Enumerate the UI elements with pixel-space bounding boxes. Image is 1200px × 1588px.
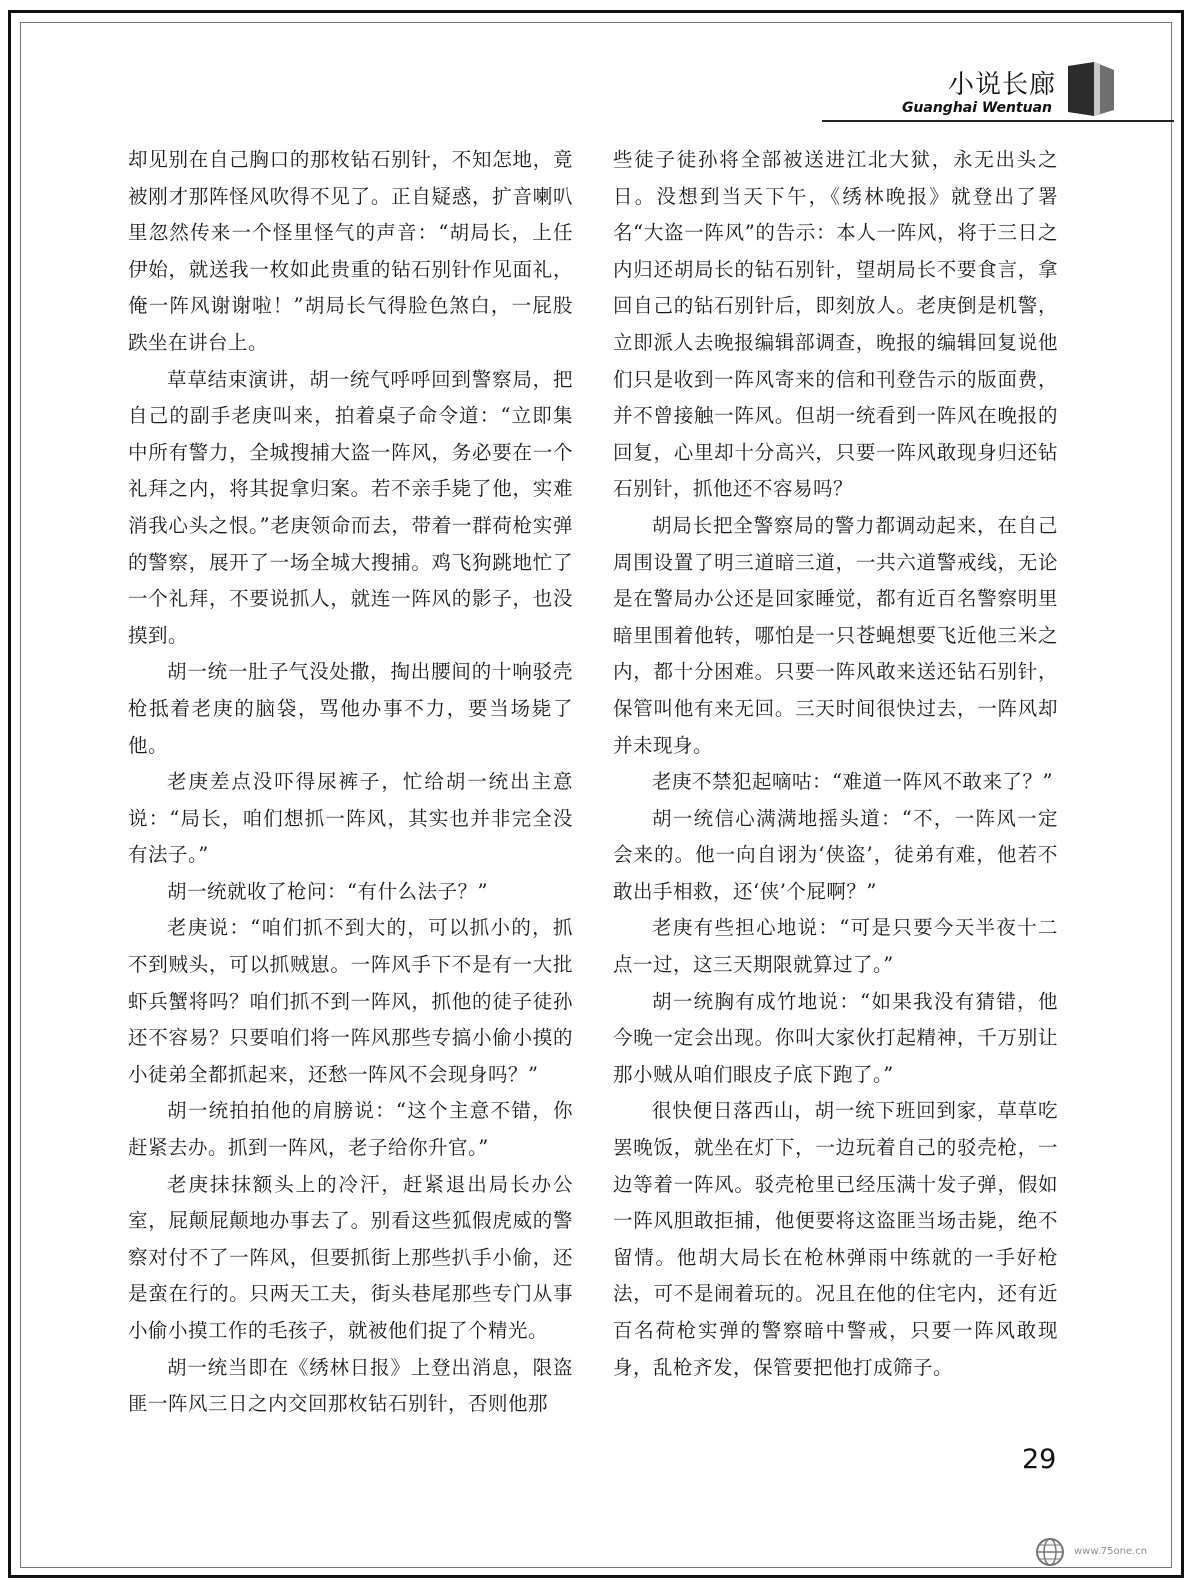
paragraph: 老庚说：“咱们抓不到大的，可以抓小的，抓不到贼头，可以抓贼崽。一阵风手下不是有一大批虾兵蟹将吗？咱们抓不到一阵风，抓他的徒子徒孙还不容易？只要咱们将一阵风那些专搞小偷小摸的小徒弟全都抓起来，还愁一阵风不会现身吗？” <box>128 916 573 1086</box>
globe-logo-icon <box>1028 1532 1072 1568</box>
column-subtitle: Guanghai Wentuan <box>901 100 1052 116</box>
paragraph: 胡局长把全警察局的警力都调动起来，在自己周围设置了明三道暗三道，一共六道警戒线，无论是在警局办公还是回家睡觉，都有近百名警察明里暗里围着他转，哪怕是一只苍蝇想要飞近他三米之内，都十分困难。只要一阵风敢来送还钻石别针，保管叫他有来无回。三天时间很快过去，一阵风却并未现身。 <box>613 513 1058 757</box>
paragraph: 胡一统当即在《绣林日报》上登出消息，限盗匪一阵风三日之内交回那枚钻石别针，否则他那 <box>128 1355 573 1416</box>
paragraph: 草草结束演讲，胡一统气呼呼回到警察局，把自己的副手老庚叫来，拍着桌子命令道：“立即集中所有警力，全城搜捕大盗一阵风，务必要在一个礼拜之内，将其捉拿归案。若不亲手毙了他，实难消我心头之恨。”老庚领命而去，带着一群荷枪实弹的警察，展开了一场全城大搜捕。鸡飞狗跳地忙了一个礼拜，不要说抓人，就连一阵风的影子，也没摸到。 <box>128 367 573 647</box>
paragraph: 却见别在自己胸口的那枚钻石别针，不知怎地，竟被刚才那阵怪风吹得不见了。正自疑惑，扩音喇叭里忽然传来一个怪里怪气的声音：“胡局长，上任伊始，就送我一枚如此贵重的钻石别针作见面礼，俺一阵风谢谢啦！”胡局长气得脸色煞白，一屁股跌坐在讲台上。 <box>128 148 573 354</box>
paragraph: 老庚差点没吓得尿裤子，忙给胡一统出主意说：“局长，咱们想抓一阵风，其实也并非完全没有法子。” <box>128 770 573 867</box>
book-icon <box>1064 60 1118 120</box>
paragraph: 胡一统胸有成竹地说：“如果我没有猜错，他今晚一定会出现。你叫大家伙打起精神，千万别让那小贼从咱们眼皮子底下跑了。” <box>613 989 1058 1086</box>
header-rule <box>822 120 1174 122</box>
paragraph: 老庚抹抹额头上的冷汗，赶紧退出局长办公室，屁颠屁颠地办事去了。别看这些狐假虎威的警察对付不了一阵风，但要抓街上那些扒手小偷，还是蛮在行的。只两天工夫，街头巷尾那些专门从事小偷小摸工作的毛孩子，就被他们捉了个精光。 <box>128 1172 573 1342</box>
paragraph: 胡一统就收了枪问：“有什么法子？” <box>167 879 488 903</box>
left-column <box>128 142 573 1422</box>
watermark-text: www.75one.cn <box>1074 1546 1148 1557</box>
column-header <box>866 62 1156 124</box>
paragraph: 些徒子徒孙将全部被送进江北大狱，永无出头之日。没想到当天下午，《绣林晚报》就登出了署名“大盗一阵风”的告示：本人一阵风，将于三日之内归还胡局长的钻石别针，望胡局长不要食言，拿回自己的钻石别针后，即刻放人。老庚倒是机警，立即派人去晚报编辑部调查，晚报的编辑回复说他们只是收到一阵风寄来的信和刊登告示的版面费，并不曾接触一阵风。但胡一统看到一阵风在晚报的回复，心里却十分高兴，只要一阵风敢现身归还钻石别针，抓他还不容易吗？ <box>613 148 1058 501</box>
paragraph: 胡一统拍拍他的肩膀说：“这个主意不错，你赶紧去办。抓到一阵风，老子给你升官。” <box>128 1099 573 1160</box>
paragraph: 老庚有些担心地说：“可是只要今天半夜十二点一过，这三天期限就算过了。” <box>613 916 1058 977</box>
paragraph: 老庚不禁犯起嘀咕：“难道一阵风不敢来了？” <box>652 770 1053 794</box>
page-number: 29 <box>1022 1444 1057 1475</box>
watermark <box>1028 1532 1178 1572</box>
right-column <box>613 142 1058 1422</box>
paragraph: 胡一统一肚子气没处撒，掏出腰间的十响驳壳枪抵着老庚的脑袋，骂他办事不力，要当场毙了他。 <box>128 660 573 757</box>
paragraph: 胡一统信心满满地摇头道：“不，一阵风一定会来的。他一向自诩为‘侠盗’，徒弟有难，他若不敢出手相救，还‘侠’个屁啊？” <box>613 806 1058 903</box>
column-title: 小说长廊 <box>947 70 1056 100</box>
paragraph: 很快便日落西山，胡一统下班回到家，草草吃罢晚饭，就坐在灯下，一边玩着自己的驳壳枪，一边等着一阵风。驳壳枪里已经压满十发子弹，假如一阵风胆敢拒捕，他便要将这盗匪当场击毙，绝不留情。他胡大局长在枪林弹雨中练就的一手好枪法，可不是闹着玩的。况且在他的住宅内，还有近百名荷枪实弹的警察暗中警戒，只要一阵风敢现身，乱枪齐发，保管要把他打成筛子。 <box>613 1099 1058 1379</box>
